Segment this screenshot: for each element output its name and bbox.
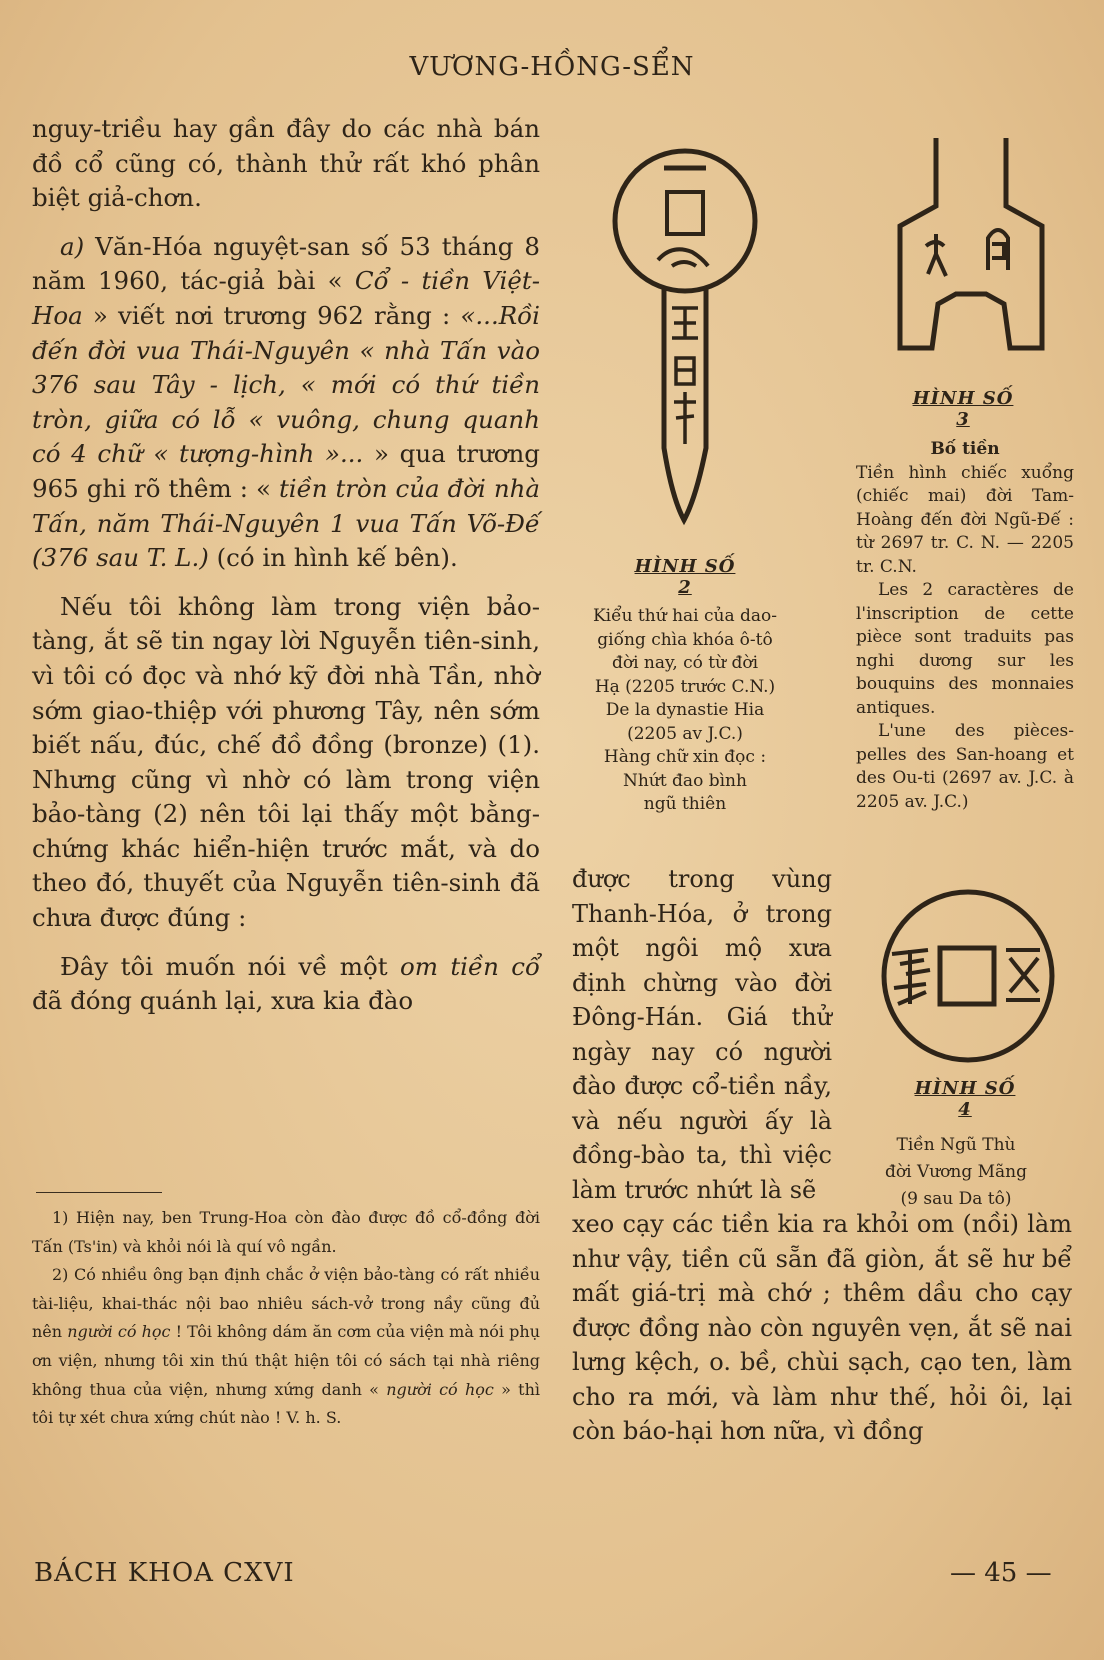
footnote-2-end: » thì tôi tự xét chưa xứng chút nào ! V. h. S. [32,1379,541,1428]
paragraph-2-mid2: » qua trương 965 ghi rõ thêm : « [32,439,540,503]
figure-3-caption-fr-1: Les 2 caractères de l'inscription de cette pièce sont traduits pas nghi dương sur les bouquins des monnaies antiques. [856,580,1074,718]
list-marker: a) [60,231,85,261]
caption-line: Nhứt đao bình [623,770,747,791]
footnote-2-emphasis-1: người có học [67,1322,171,1342]
caption-line: Kiểu thứ hai của dao- [592,606,777,626]
paragraph-4 [32,950,540,1019]
running-header: VƯƠNG-HỒNG-SỂN [409,52,695,82]
paragraph-4-end: đã đóng quánh lại, xưa kia đào [32,986,414,1016]
footnote-2-mid: ! Tôi không dám ăn cơm của viện mà nói phụ ơn viện, nhưng tôi xin thú thật hiện tôi có sách tại nhà riêng không thua của viện, nhưng xứng danh « [32,1322,540,1399]
footnotes [32,1204,540,1433]
caption-line: giống chìa khóa ô-tô [597,629,773,650]
figure-3-caption-vi: Tiền hình chiếc xuổng (chiếc mai) đời Tam-Hoàng đến đời Ngũ-Đế : từ 2697 tr. C. N. — 2205 tr. C.N. [856,462,1074,577]
paragraph-3: Nếu tôi không làm trong viện bảo-tàng, ắt sẽ tin ngay lời Nguyễn tiên-sinh, vì tôi có đọc và nhớ kỹ đời nhà Tần, nhờ sớm giao-thiệp với phương Tây, nên sớm biết nấu, đúc, chế đồ đồng (bronze) (1). Nhưng cũng vì nhờ có làm trong viện bảo-tàng (2) nên tôi lại thấy một bằng-chứng khác hiển-hiện trước mắt, và do theo đó, thuyết của Nguyễn tiên-sinh đã chưa được đúng : [32,591,540,933]
paragraph-2 [32,230,540,576]
figure-2-caption [582,605,788,817]
left-column [32,112,540,1033]
caption-line: ngũ thiên [643,794,727,814]
knife-coin-illustration [612,148,758,532]
caption-line: (9 sau Da tô) [900,1189,1012,1209]
caption-line: đời nay, có từ đời [611,653,759,673]
figure-2-label: HÌNH SỐ 2 [634,556,736,598]
right-column-narrow-text: được trong vùng Thanh-Hóa, ở trong một ngôi mộ xưa định chừng vào đời Đông-Hán. Giá thử ngày nay có người đào được cổ-tiền nầy, và nếu người ấy là đồng-bào ta, thì việc làm trước nhứt là sẽ [572,865,832,1204]
figure-3-label: HÌNH SỐ 3 [912,388,1014,430]
right-column [572,862,1072,1449]
paragraph-1: nguy-triều hay gần đây do các nhà bán đồ cổ cũng có, thành thử rất khó phân biệt giả-chơn. [32,114,540,213]
paragraph-4-start: Đây tôi muốn nói về một [60,951,400,981]
caption-line: Hàng chữ xin đọc : [603,747,767,767]
paragraph-2-start: Văn-Hóa nguyệt-san số 53 tháng 8 năm 1960, tác-giả bài « [32,231,540,296]
caption-line: đời Vương Mãng [884,1162,1028,1182]
caption-line: Hạ (2205 trước C.N.) [594,676,776,697]
figure-4-label: HÌNH SỐ 4 [914,1078,1016,1120]
footnote-2 [32,1261,540,1433]
article-title: Cổ - tiền Việt-Hoa [32,266,540,330]
paragraph-2-mid: » viết nơi trương 962 rằng : [82,300,461,330]
figure-3-title: Bố tiền [930,439,1000,459]
footnote-1: 1) Hiện nay, ben Trung-Hoa còn đào được đồ cổ-đồng đời Tấn (Ts'in) và khỏi nói là quí vô ngần. [32,1208,540,1256]
footnote-divider [36,1192,162,1193]
spade-coin-illustration [896,134,1046,354]
right-column-wide-text: xeo cạy các tiền kia ra khỏi om (nồi) làm như vậy, tiền cũ sẵn đã giòn, ắt sẽ hư bể mất giá-trị mà chớ ; thêm dầu cho cạy được đồng nào còn nguyên vẹn, ắt sẽ nai lưng kệch, o. bề, chùi sạch, cạo ten, làm cho ra mới, và làm như thế, hỏi ôi, lại còn báo-hại hơn nữa, vì đồng [572,1210,1072,1445]
magazine-footer: BÁCH KHOA CXVI [34,1558,295,1588]
caption-line: De la dynastie Hia [605,700,765,720]
caption-line: Tiền Ngũ Thù [896,1135,1016,1155]
caption-line: (2205 av J.C.) [627,723,743,744]
figure-3-caption [856,438,1074,814]
footnote-2-emphasis-2: người có học [386,1379,494,1399]
paragraph-2-end: (có in hình kế bên). [208,543,458,573]
figure-3-caption-fr-2: L'une des pièces-pelles des San-hoang et des Ou-ti (2697 av. J.C. à 2205 av. J.C.) [856,721,1074,812]
paragraph-4-emphasis: om tiền cổ [399,951,540,981]
quotation-2: tiền tròn của đời nhà Tấn, năm Thái-Nguyên 1 vua Tấn Võ-Đế (376 sau T. L.) [32,473,540,573]
footnote-2-start: 2) Có nhiều ông bạn định chắc ở viện bảo-tàng có rất nhiều tài-liệu, khai-thác nội bao nhiêu sách-vở trong nầy cũng đủ nên [32,1265,540,1342]
quotation: «...Rồi đến đời vua Thái-Nguyên « nhà Tấn vào 376 sau Tây - lịch, « mới có thứ tiền tròn, giữa có lỗ « vuông, chung quanh có 4 chữ « tượng-hình »... [32,300,540,469]
page-number: — 45 — [950,1558,1052,1588]
